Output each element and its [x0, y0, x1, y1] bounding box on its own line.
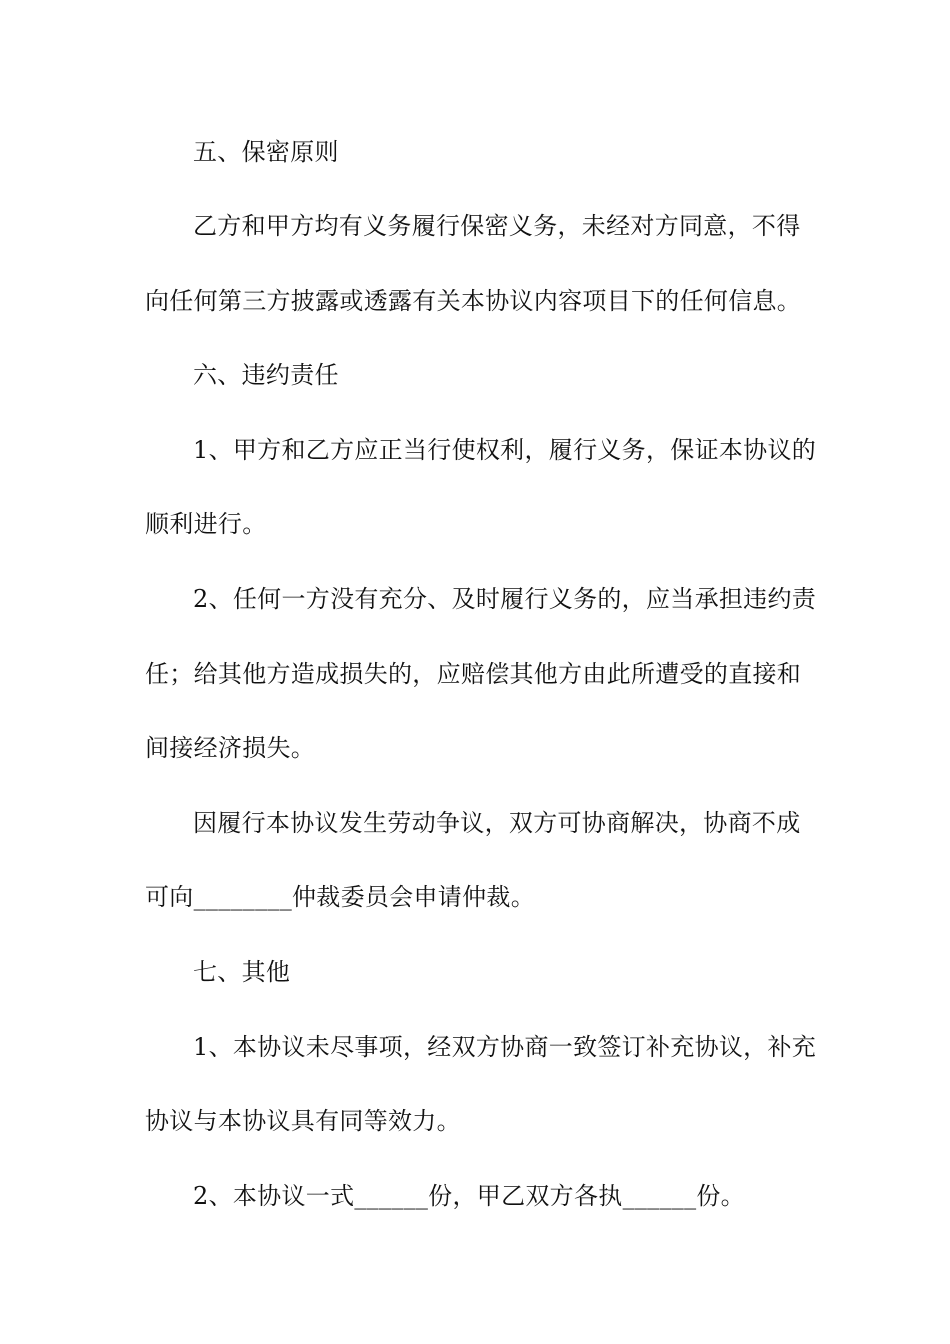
section-6-item-2-line-1: 2、任何一方没有充分、及时履行义务的，应当承担违约责: [193, 585, 817, 613]
section-6-item-2-line-2: 任；给其他方造成损失的，应赔偿其他方由此所遭受的直接和: [145, 660, 802, 688]
section-6-item-1-line-2: 顺利进行。: [145, 510, 267, 538]
section-6-heading: 六、违约责任: [193, 361, 339, 389]
section-5-paragraph-line-2: 向任何第三方披露或透露有关本协议内容项目下的任何信息。: [145, 287, 802, 315]
section-7-item-1-line-1: 1、本协议未尽事项，经双方协商一致签订补充协议，补充: [193, 1033, 817, 1061]
section-7-item-1-line-2: 协议与本协议具有同等效力。: [145, 1107, 461, 1135]
section-6-item-2-line-3: 间接经济损失。: [145, 734, 316, 762]
section-5-heading: 五、保密原则: [193, 138, 339, 166]
section-5-paragraph-line-1: 乙方和甲方均有义务履行保密义务，未经对方同意，不得: [193, 212, 801, 240]
section-7-heading: 七、其他: [193, 958, 291, 986]
section-6-dispute-line-1: 因履行本协议发生劳动争议，双方可协商解决，协商不成: [193, 809, 801, 837]
section-6-dispute-line-2: 可向________仲裁委员会申请仲裁。: [145, 883, 535, 911]
section-7-item-2-line-1: 2、本协议一式______份，甲乙双方各执______份。: [193, 1182, 745, 1210]
section-6-item-1-line-1: 1、甲方和乙方应正当行使权利，履行义务，保证本协议的: [193, 436, 817, 464]
